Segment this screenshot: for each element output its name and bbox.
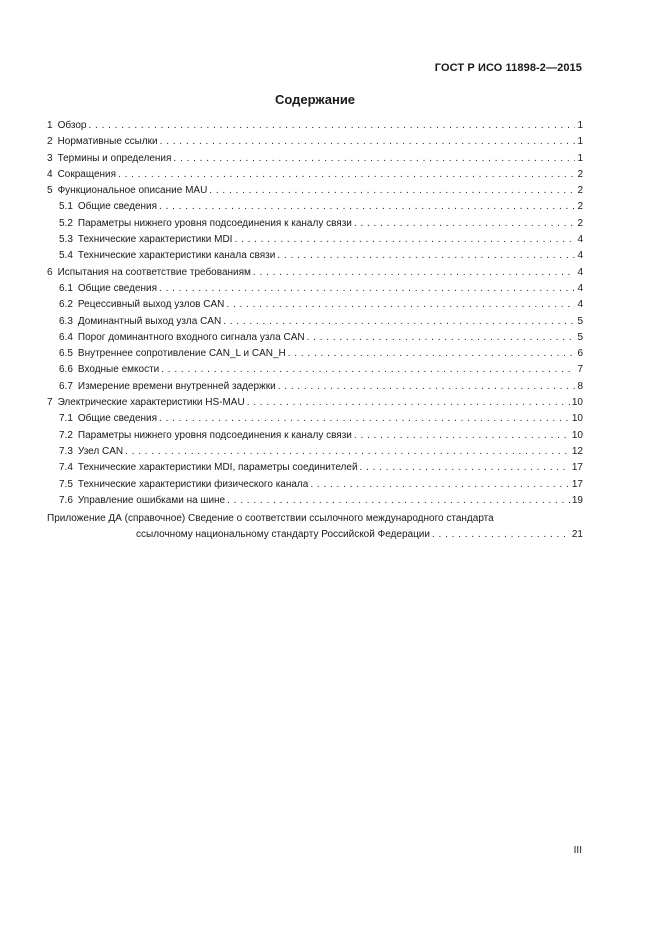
dot-leader xyxy=(354,428,570,444)
toc-entry[interactable] xyxy=(47,134,583,150)
toc-entry-number: 6.5 xyxy=(59,348,73,360)
toc-entry-page: 4 xyxy=(577,234,583,246)
toc-entry[interactable] xyxy=(47,428,583,444)
toc-entry-title: Рецессивный выход узлов CAN xyxy=(77,299,225,311)
toc-entry-page: 19 xyxy=(571,494,583,506)
toc-entry-title: Общие сведения xyxy=(77,413,158,425)
toc-entry[interactable] xyxy=(47,232,583,248)
toc-entry[interactable] xyxy=(47,199,583,215)
toc-entry[interactable] xyxy=(47,411,583,427)
toc-entry[interactable] xyxy=(47,183,583,199)
toc-entry-number: 6 xyxy=(47,266,53,278)
toc-entry-title: Узел CAN xyxy=(77,445,124,457)
toc-entry-page: 2 xyxy=(577,168,583,180)
toc-entry-number: 6.7 xyxy=(59,380,73,392)
toc-entry-page: 4 xyxy=(577,299,583,311)
toc-entry-title: Технические характеристики MDI, параметры соединителей xyxy=(77,462,358,474)
toc-entry-page: 1 xyxy=(577,136,583,148)
toc-entry[interactable] xyxy=(47,460,583,476)
toc-entry[interactable] xyxy=(47,477,583,493)
toc-entry-title: Обзор xyxy=(57,120,87,131)
toc-entry-page: 5 xyxy=(577,315,583,327)
toc-entry-number: 6.2 xyxy=(59,299,73,311)
dot-leader xyxy=(278,379,576,395)
toc-entry-number: 3 xyxy=(47,152,53,164)
toc-entry-page: 1 xyxy=(577,152,583,164)
toc-entry-title: Внутреннее сопротивление CAN_L и CAN_H xyxy=(77,348,286,360)
toc-entry-title: Сокращения xyxy=(57,168,117,180)
toc-entry-number: 7.2 xyxy=(59,429,73,441)
toc-entry[interactable] xyxy=(47,281,583,297)
toc-entry[interactable] xyxy=(47,151,583,167)
toc-entry[interactable] xyxy=(47,346,583,362)
toc-entry-page: 4 xyxy=(577,266,583,278)
dot-leader xyxy=(223,314,575,330)
toc-entry-page: 2 xyxy=(577,217,583,229)
toc-entry[interactable] xyxy=(47,493,583,509)
toc-entry-page: 17 xyxy=(571,462,583,474)
toc-entry-number: 5.1 xyxy=(59,201,73,213)
toc-entry-page: 5 xyxy=(577,331,583,343)
toc-entry-page: 10 xyxy=(571,429,583,441)
toc-entry[interactable] xyxy=(47,379,583,395)
toc-entry-number: 6.4 xyxy=(59,331,73,343)
dot-leader xyxy=(310,477,570,493)
toc-entry-page: 7 xyxy=(577,364,583,376)
toc-entry-title: Параметры нижнего уровня подсоединения к каналу связи xyxy=(77,217,352,229)
toc-entry-title: Параметры нижнего уровня подсоединения к каналу связи xyxy=(77,429,352,441)
dot-leader xyxy=(209,183,575,199)
toc-entry-title: Порог доминантного входного сигнала узла CAN xyxy=(77,331,305,343)
toc-entry-number: 7.3 xyxy=(59,445,73,457)
toc-appendix-entry[interactable] xyxy=(47,511,583,543)
toc-entry-page: 10 xyxy=(571,413,583,425)
dot-leader xyxy=(247,395,570,411)
toc-entry-title: Технические характеристики физического канала xyxy=(77,478,309,490)
document-standard-header: ГОСТ Р ИСО 11898-2—2015 xyxy=(434,62,582,74)
dot-leader xyxy=(226,297,575,313)
table-of-contents xyxy=(47,118,583,543)
toc-entry-page: 12 xyxy=(571,445,583,457)
toc-entry[interactable] xyxy=(47,330,583,346)
toc-entry-page: 4 xyxy=(577,282,583,294)
toc-entry-title: Общие сведения xyxy=(77,282,158,294)
toc-entry-page: 10 xyxy=(571,397,583,409)
appendix-line2-row xyxy=(47,527,583,543)
dot-leader xyxy=(227,493,570,509)
dot-leader xyxy=(307,330,576,346)
toc-entry-number: 7 xyxy=(47,397,53,409)
appendix-title-line1: Приложение ДА (справочное) Сведение о соответствии ссылочного международного стандарта xyxy=(47,513,494,525)
dot-leader xyxy=(253,265,576,281)
toc-entry-page: 4 xyxy=(577,250,583,262)
toc-entry-title: Технические характеристики MDI xyxy=(77,234,233,246)
toc-entry[interactable] xyxy=(47,362,583,378)
dot-leader xyxy=(354,216,576,232)
toc-entry-title: Термины и определения xyxy=(57,152,172,164)
toc-entry-page: 2 xyxy=(577,201,583,213)
toc-entry-title: Функциональное описание MAU xyxy=(57,185,208,197)
toc-entry-title: Общие сведения xyxy=(77,201,158,213)
toc-entry-title: Нормативные ссылки xyxy=(57,136,158,148)
toc-entry-title: Электрические характеристики HS-MAU xyxy=(57,397,245,409)
toc-entries xyxy=(47,118,583,509)
toc-entry-number: 1 xyxy=(47,120,53,131)
toc-entry-number: 6.1 xyxy=(59,282,73,294)
toc-entry-number: 7.1 xyxy=(59,413,73,425)
toc-entry-page: 2 xyxy=(577,185,583,197)
toc-entry-title: Входные емкости xyxy=(77,364,160,376)
toc-entry-number: 7.6 xyxy=(59,494,73,506)
dot-leader xyxy=(234,232,575,248)
toc-entry-number: 2 xyxy=(47,136,53,148)
toc-entry-number: 6.3 xyxy=(59,315,73,327)
toc-entry[interactable] xyxy=(47,167,583,183)
dot-leader xyxy=(161,362,575,378)
toc-entry-page: 1 xyxy=(577,120,583,131)
toc-entry[interactable] xyxy=(47,444,583,460)
toc-entry[interactable] xyxy=(47,297,583,313)
toc-entry-number: 4 xyxy=(47,168,53,180)
toc-entry-number: 5.3 xyxy=(59,234,73,246)
appendix-title-line2: ссылочному национальному стандарту Российской Федерации xyxy=(136,529,430,541)
toc-entry[interactable] xyxy=(47,248,583,264)
toc-entry-number: 5.4 xyxy=(59,250,73,262)
toc-entry-page: 6 xyxy=(577,348,583,360)
page-title: Содержание xyxy=(274,92,356,107)
dot-leader xyxy=(432,527,570,543)
dot-leader xyxy=(288,346,576,362)
toc-entry-page: 8 xyxy=(577,380,583,392)
toc-entry[interactable] xyxy=(47,395,583,411)
toc-entry-title: Доминантный выход узла CAN xyxy=(77,315,222,327)
toc-entry-title: Управление ошибками на шине xyxy=(77,494,226,506)
toc-entry-title: Испытания на соответствие требованиям xyxy=(57,266,251,278)
toc-entry-page: 17 xyxy=(571,478,583,490)
toc-entry[interactable] xyxy=(47,118,583,134)
toc-entry-title: Технические характеристики канала связи xyxy=(77,250,276,262)
dot-leader xyxy=(173,151,575,167)
toc-entry-number: 7.5 xyxy=(59,478,73,490)
toc-entry[interactable] xyxy=(47,216,583,232)
page-number-footer: III xyxy=(573,845,582,856)
toc-entry[interactable] xyxy=(47,265,583,281)
toc-entry-number: 5.2 xyxy=(59,217,73,229)
dot-leader xyxy=(88,118,575,134)
dot-leader xyxy=(118,167,575,183)
dot-leader xyxy=(125,444,570,460)
toc-entry-title: Измерение времени внутренней задержки xyxy=(77,380,276,392)
toc-entry-number: 5 xyxy=(47,185,53,197)
dot-leader xyxy=(159,281,575,297)
dot-leader xyxy=(277,248,575,264)
appendix-page-number: 21 xyxy=(571,529,583,541)
dot-leader xyxy=(159,199,575,215)
toc-entry-number: 6.6 xyxy=(59,364,73,376)
toc-entry[interactable] xyxy=(47,314,583,330)
toc-entry-number: 7.4 xyxy=(59,462,73,474)
dot-leader xyxy=(360,460,570,476)
dot-leader xyxy=(160,134,576,150)
dot-leader xyxy=(159,411,570,427)
